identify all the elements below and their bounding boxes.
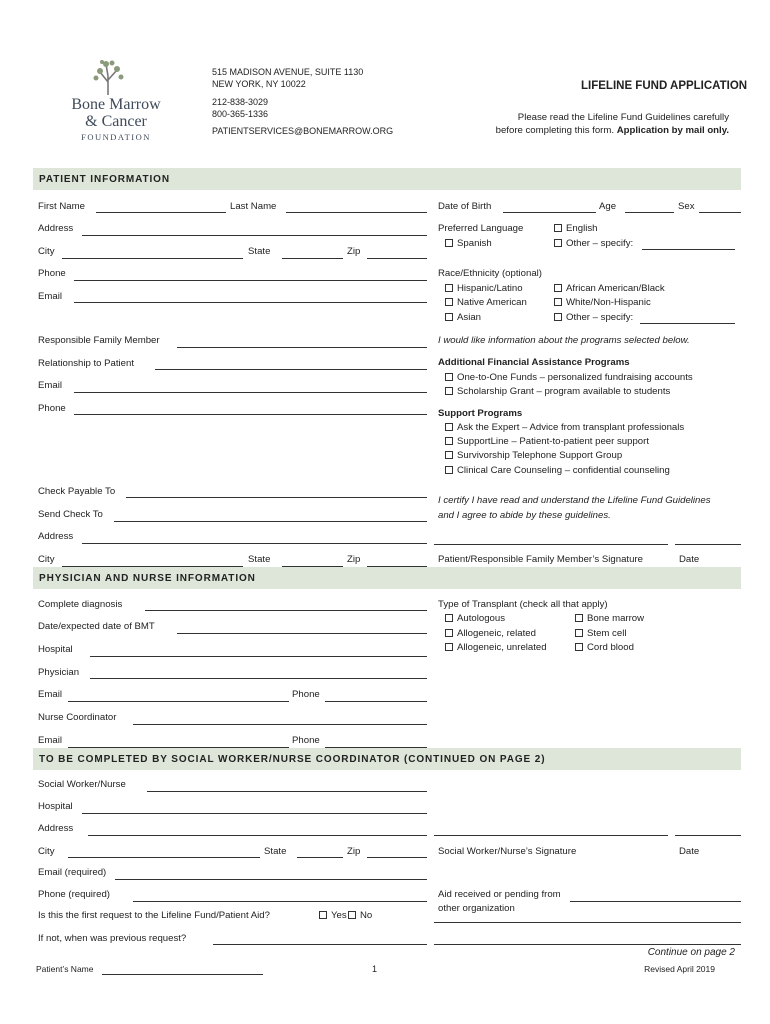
relationship-label: Relationship to Patient — [38, 358, 134, 369]
checkbox-survivorship[interactable] — [445, 450, 622, 461]
checkbox-icon — [445, 437, 453, 445]
instructions-line-1: Please read the Lifeline Fund Guidelines carefully — [517, 112, 729, 123]
survivorship-label: Survivorship Telephone Support Group — [457, 450, 623, 461]
section-physician-information — [33, 567, 741, 589]
patient-name-field[interactable] — [102, 974, 263, 975]
sw-address-label: Address — [38, 823, 74, 834]
checkbox-icon — [319, 911, 327, 919]
sw-address-field[interactable] — [88, 835, 427, 836]
checkbox-icon — [554, 224, 562, 232]
aid-field-2[interactable] — [434, 922, 741, 923]
african-american-label: African American/Black — [566, 283, 665, 294]
native-american-label: Native American — [457, 297, 527, 308]
checkbox-spanish[interactable] — [445, 238, 492, 249]
zip-field[interactable] — [367, 258, 427, 259]
family-email-field[interactable] — [74, 392, 427, 393]
previous-request-label: If not, when was previous request? — [38, 933, 187, 944]
asian-label: Asian — [457, 312, 481, 323]
checkbox-clinical[interactable] — [445, 465, 670, 476]
patient-date-label: Date — [679, 554, 700, 565]
checkbox-icon — [445, 313, 453, 321]
revised-date: Revised April 2019 — [644, 964, 715, 974]
allo-related-label: Allogeneic, related — [457, 628, 536, 639]
allo-unrelated-label: Allogeneic, unrelated — [457, 642, 547, 653]
clinical-label: Clinical Care Counseling – confidential counseling — [457, 465, 670, 476]
section-heading: TO BE COMPLETED BY SOCIAL WORKER/NURSE COORDINATOR (CONTINUED ON PAGE 2) — [39, 754, 546, 765]
checkbox-icon — [445, 629, 453, 637]
patient-signature-date-field[interactable] — [675, 544, 741, 545]
sw-phone-label: Phone (required) — [38, 889, 110, 900]
checkbox-icon — [445, 387, 453, 395]
white-label: White/Non-Hispanic — [566, 297, 651, 308]
zip-label: Zip — [347, 246, 361, 257]
dob-field[interactable] — [503, 212, 596, 213]
autologous-label: Autologous — [457, 613, 506, 624]
support-programs-heading: Support Programs — [438, 408, 523, 419]
other-race-label: Other – specify: — [566, 312, 634, 323]
relationship-field[interactable] — [155, 369, 427, 370]
bmt-date-label: Date/expected date of BMT — [38, 621, 155, 632]
sw-city-field[interactable] — [68, 857, 260, 858]
checkbox-icon — [445, 614, 453, 622]
physician-email-label: Email — [38, 689, 62, 700]
aid-label-2: other organization — [438, 903, 515, 914]
checkbox-ask-expert[interactable] — [445, 422, 684, 433]
programs-intro: I would like information about the programs selected below. — [438, 335, 690, 346]
checkbox-icon — [575, 629, 583, 637]
address-label: Address — [38, 223, 74, 234]
email-label: Email — [38, 291, 62, 302]
last-name-label: Last Name — [230, 201, 277, 212]
physician-phone-field[interactable] — [325, 701, 427, 702]
age-label: Age — [599, 201, 617, 212]
physician-phone-label: Phone — [292, 689, 320, 700]
sw-email-field[interactable] — [115, 879, 427, 880]
sw-signature-label: Social Worker/Nurse’s Signature — [438, 846, 577, 857]
spanish-label: Spanish — [457, 238, 492, 249]
certify-line-1: I certify I have read and understand the Lifeline Fund Guidelines — [438, 495, 711, 506]
race-label: Race/Ethnicity (optional) — [438, 268, 542, 279]
checkbox-icon — [445, 451, 453, 459]
email-field[interactable] — [74, 302, 427, 303]
send-zip-label: Zip — [347, 554, 361, 565]
physician-hospital-label: Hospital — [38, 644, 73, 655]
checkbox-icon — [445, 284, 453, 292]
ask-expert-label: Ask the Expert – Advice from transplant professionals — [457, 422, 685, 433]
sw-signature-date-field[interactable] — [675, 835, 741, 836]
first-request-label: Is this the first request to the Lifeline Fund/Patient Aid? — [38, 910, 270, 921]
scholarship-label: Scholarship Grant – program available to students — [457, 386, 671, 397]
english-label: English — [566, 223, 598, 234]
checkbox-english[interactable] — [554, 223, 597, 234]
physician-field[interactable] — [90, 678, 427, 679]
address-field[interactable] — [82, 235, 427, 236]
family-email-label: Email — [38, 380, 62, 391]
checkbox-icon — [445, 466, 453, 474]
transplant-type-label: Type of Transplant (check all that apply) — [438, 599, 608, 610]
checkbox-autologous[interactable] — [445, 613, 505, 624]
certify-line-2: and I agree to abide by these guidelines. — [438, 510, 611, 521]
send-city-label: City — [38, 554, 55, 565]
checkbox-icon — [575, 643, 583, 651]
org-address-1: 515 MADISON AVENUE, SUITE 1130 — [212, 67, 364, 77]
checkbox-hispanic[interactable] — [445, 283, 523, 294]
sw-state-label: State — [264, 846, 287, 857]
sw-email-label: Email (required) — [38, 867, 107, 878]
checkbox-asian[interactable] — [445, 312, 481, 323]
checkbox-allo-unrelated[interactable] — [445, 642, 547, 653]
nurse-phone-label: Phone — [292, 735, 320, 746]
instructions-text: before completing this form. — [495, 125, 615, 136]
patient-signature-field[interactable] — [434, 544, 668, 545]
checkbox-icon — [445, 298, 453, 306]
sw-state-field[interactable] — [297, 857, 343, 858]
send-address-field[interactable] — [82, 543, 427, 544]
bmt-date-field[interactable] — [177, 633, 427, 634]
checkbox-icon — [445, 239, 453, 247]
checkbox-native-american[interactable] — [445, 297, 527, 308]
checkbox-white[interactable] — [554, 297, 651, 308]
no-label: No — [360, 910, 373, 921]
checkbox-icon — [554, 284, 562, 292]
send-check-field[interactable] — [114, 521, 427, 522]
family-phone-field[interactable] — [74, 414, 427, 415]
checkbox-icon — [554, 313, 562, 321]
preferred-language-label: Preferred Language — [438, 223, 524, 234]
sw-zip-field[interactable] — [367, 857, 427, 858]
state-field[interactable] — [282, 258, 343, 259]
checkbox-icon — [445, 373, 453, 381]
tree-icon — [88, 58, 128, 96]
checkbox-icon — [554, 239, 562, 247]
page-number: 1 — [372, 964, 378, 974]
section-heading: PATIENT INFORMATION — [39, 174, 170, 185]
check-payable-field[interactable] — [126, 497, 427, 498]
sex-label: Sex — [678, 201, 695, 212]
nurse-email-label: Email — [38, 735, 62, 746]
physician-hospital-field[interactable] — [90, 656, 427, 657]
checkbox-icon — [445, 643, 453, 651]
logo-line-1: Bone Marrow — [71, 96, 161, 113]
logo-line-2: & Cancer — [85, 113, 147, 130]
social-worker-field[interactable] — [147, 791, 427, 792]
checkbox-other-race[interactable] — [554, 312, 633, 323]
checkbox-supportline[interactable] — [445, 436, 649, 447]
hispanic-label: Hispanic/Latino — [457, 283, 523, 294]
aid-field-3[interactable] — [434, 944, 741, 945]
checkbox-stem-cell[interactable] — [575, 628, 626, 639]
checkbox-allo-related[interactable] — [445, 628, 536, 639]
sw-city-label: City — [38, 846, 55, 857]
other-race-field[interactable] — [640, 323, 735, 324]
send-address-label: Address — [38, 531, 74, 542]
patient-signature-label: Patient/Responsible Family Member’s Signature — [438, 554, 643, 565]
sw-phone-field[interactable] — [133, 901, 427, 902]
family-phone-label: Phone — [38, 403, 66, 414]
stem-cell-label: Stem cell — [587, 628, 627, 639]
bone-marrow-label: Bone marrow — [587, 613, 645, 624]
sw-signature-field[interactable] — [434, 835, 668, 836]
social-worker-label: Social Worker/Nurse — [38, 779, 126, 790]
nurse-coordinator-label: Nurse Coordinator — [38, 712, 117, 723]
checkbox-icon — [445, 423, 453, 431]
section-heading: PHYSICIAN AND NURSE INFORMATION — [39, 573, 256, 584]
checkbox-yes[interactable] — [319, 910, 347, 921]
city-field[interactable] — [62, 258, 243, 259]
checkbox-african-american[interactable] — [554, 283, 665, 294]
checkbox-one-to-one[interactable] — [445, 372, 693, 383]
cord-blood-label: Cord blood — [587, 642, 634, 653]
previous-request-field[interactable] — [213, 944, 427, 945]
city-label: City — [38, 246, 55, 257]
nurse-coordinator-field[interactable] — [133, 724, 427, 725]
first-name-label: First Name — [38, 201, 85, 212]
mail-only-note: Application by mail only. — [616, 125, 729, 136]
one-to-one-label: One-to-One Funds – personalized fundraising accounts — [457, 372, 693, 383]
checkbox-icon — [554, 298, 562, 306]
diagnosis-label: Complete diagnosis — [38, 599, 123, 610]
checkbox-other-language[interactable] — [554, 238, 633, 249]
section-patient-information — [33, 168, 741, 190]
org-phone-2: 800-365-1336 — [212, 109, 269, 119]
state-label: State — [248, 246, 271, 257]
responsible-family-field[interactable] — [177, 347, 427, 348]
additional-programs-heading: Additional Financial Assistance Programs — [438, 357, 630, 368]
first-name-field[interactable] — [96, 212, 226, 213]
physician-label: Physician — [38, 667, 80, 678]
supportline-label: SupportLine – Patient-to-patient peer support — [457, 436, 650, 447]
section-social-worker — [33, 748, 741, 770]
sw-hospital-field[interactable] — [82, 813, 427, 814]
sw-hospital-label: Hospital — [38, 801, 73, 812]
org-email: PATIENTSERVICES@BONEMARROW.ORG — [212, 126, 394, 136]
continue-note: Continue on page 2 — [647, 947, 735, 958]
diagnosis-field[interactable] — [145, 610, 427, 611]
phone-label: Phone — [38, 268, 66, 279]
send-check-label: Send Check To — [38, 509, 103, 520]
dob-label: Date of Birth — [438, 201, 492, 212]
send-state-label: State — [248, 554, 271, 565]
checkbox-scholarship[interactable] — [445, 386, 670, 397]
checkbox-bone-marrow[interactable] — [575, 613, 644, 624]
phone-field[interactable] — [74, 280, 427, 281]
org-address-2: NEW YORK, NY 10022 — [212, 79, 306, 89]
checkbox-cord-blood[interactable] — [575, 642, 634, 653]
sw-zip-label: Zip — [347, 846, 361, 857]
checkbox-icon — [575, 614, 583, 622]
aid-field-1[interactable] — [570, 901, 741, 902]
check-payable-label: Check Payable To — [38, 486, 116, 497]
logo-line-3: FOUNDATION — [81, 132, 151, 142]
aid-label-1: Aid received or pending from — [438, 889, 561, 900]
other-language-label: Other – specify: — [566, 238, 634, 249]
sw-date-label: Date — [679, 846, 700, 857]
form-title: LIFELINE FUND APPLICATION — [581, 80, 748, 92]
patient-name-label: Patient’s Name — [36, 964, 94, 974]
sex-field[interactable] — [699, 212, 741, 213]
yes-label: Yes — [331, 910, 347, 921]
checkbox-icon — [348, 911, 356, 919]
responsible-family-label: Responsible Family Member — [38, 335, 160, 346]
physician-email-field[interactable] — [68, 701, 289, 702]
instructions-line-2 — [496, 125, 729, 136]
age-field[interactable] — [625, 212, 674, 213]
other-language-field[interactable] — [642, 249, 735, 250]
org-phone-1: 212-838-3029 — [212, 97, 269, 107]
checkbox-no[interactable] — [348, 910, 372, 921]
last-name-field[interactable] — [286, 212, 427, 213]
